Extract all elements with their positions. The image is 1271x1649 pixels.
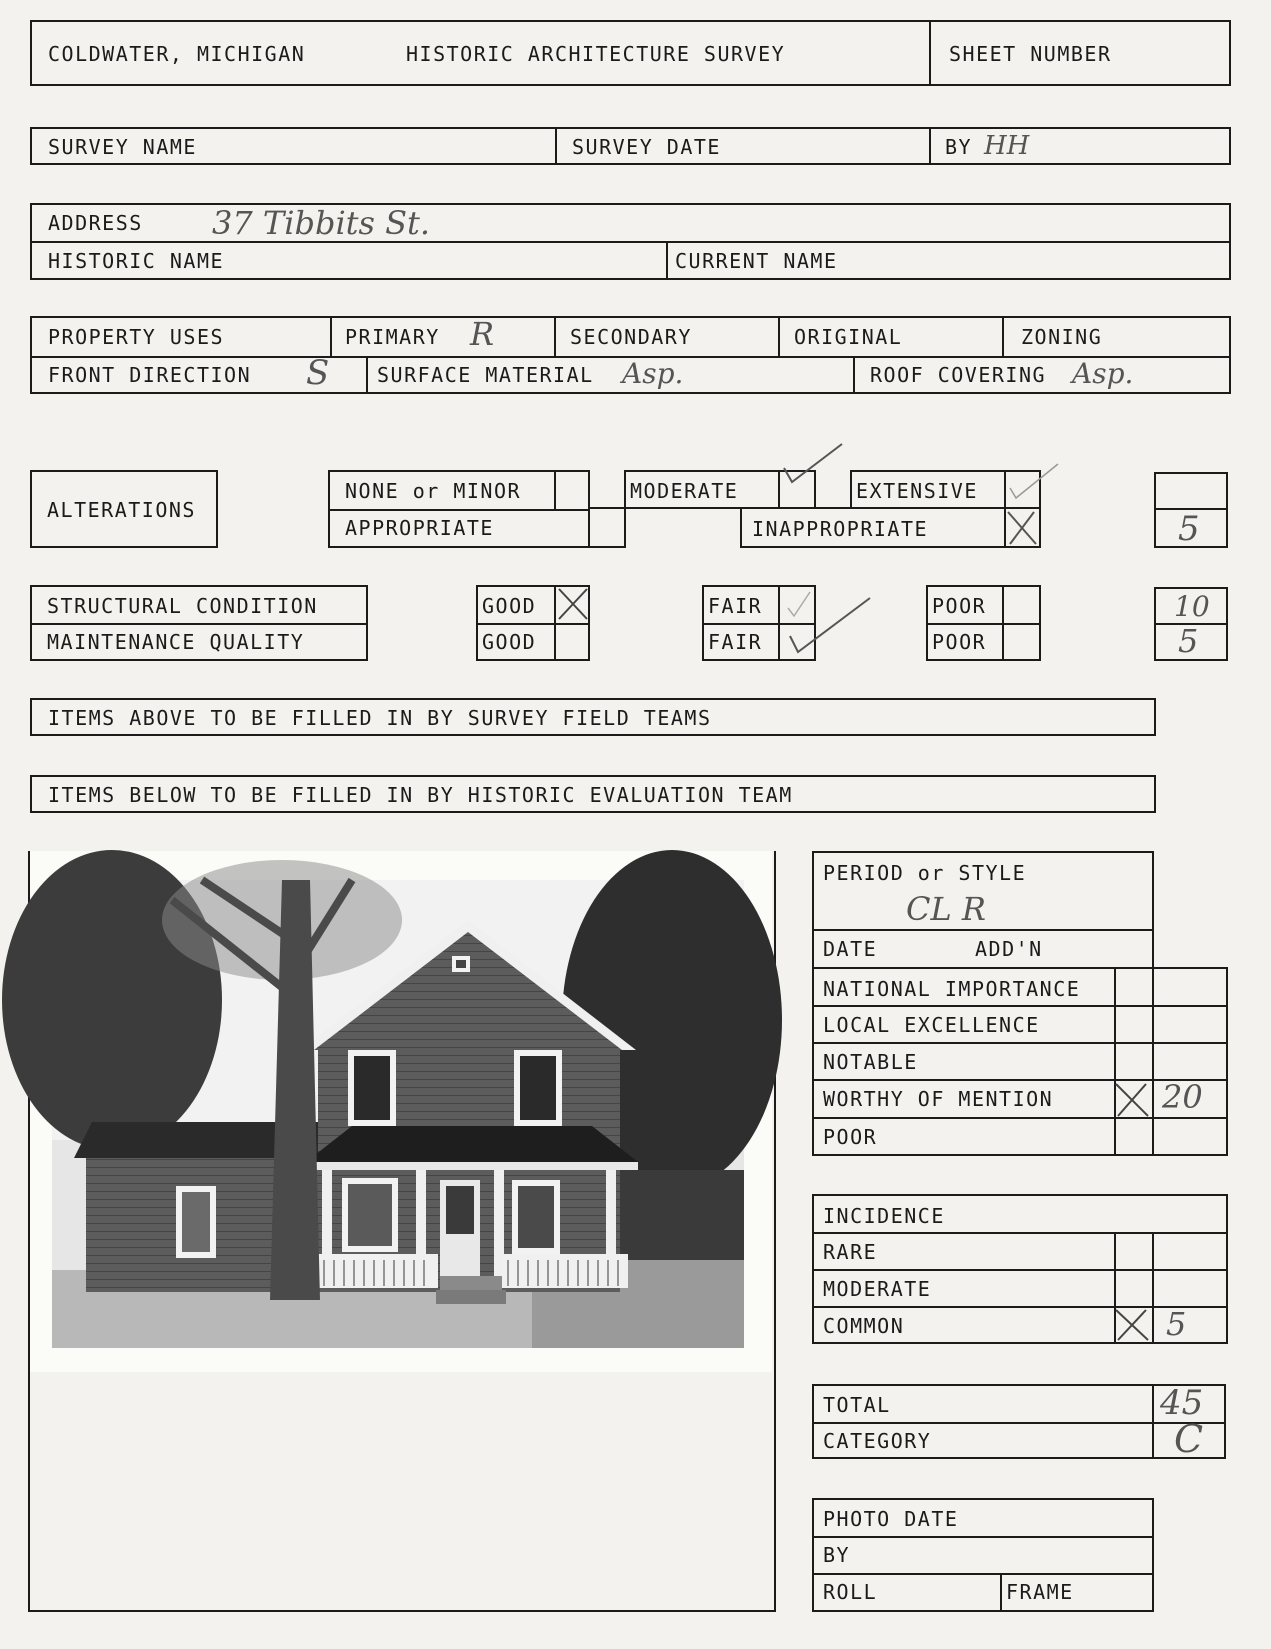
alterations-inappropriate-box — [740, 507, 1041, 548]
extensive-check-icon — [1004, 458, 1064, 508]
maintenance-poor: POOR — [932, 630, 987, 654]
surface-material-value: Asp. — [622, 357, 684, 390]
incidence-box — [812, 1194, 1228, 1344]
roof-covering-label: ROOF COVERING — [870, 363, 1047, 387]
structural-score: 10 — [1174, 590, 1210, 623]
maintenance-good: GOOD — [482, 630, 537, 654]
moderate-check-icon — [778, 440, 848, 500]
importance-box — [812, 967, 1228, 1156]
period-label: PERIOD or STYLE — [823, 861, 1027, 885]
date-label: DATE — [823, 937, 878, 961]
structural-good-x-icon — [555, 585, 591, 623]
total-label: TOTAL — [823, 1393, 891, 1417]
secondary-label: SECONDARY — [570, 325, 692, 349]
photo-by-label: BY — [823, 1543, 851, 1567]
incidence-common: COMMON — [823, 1314, 905, 1338]
original-label: ORIGINAL — [794, 325, 903, 349]
worthy-score: 20 — [1162, 1078, 1203, 1116]
property-block — [30, 316, 1231, 394]
header-box — [30, 20, 1231, 86]
alterations-score: 5 — [1178, 509, 1200, 549]
note-above-box — [30, 698, 1156, 736]
condition-score-box — [1154, 587, 1228, 661]
primary-value: R — [470, 315, 495, 353]
category-label: CATEGORY — [823, 1429, 932, 1453]
alterations-appropriate: APPROPRIATE — [345, 516, 494, 540]
worthy-x-icon — [1112, 1080, 1152, 1120]
maintenance-fair-check-icon — [784, 594, 874, 658]
note-below: ITEMS BELOW TO BE FILLED IN BY HISTORIC EVALUATION TEAM — [48, 783, 793, 807]
maintenance-label: MAINTENANCE QUALITY — [47, 630, 305, 654]
incidence-rare: RARE — [823, 1240, 878, 1264]
inappropriate-x-icon — [1004, 508, 1040, 548]
primary-label: PRIMARY — [345, 325, 440, 349]
sheet-number-label: SHEET NUMBER — [949, 42, 1112, 66]
property-uses-label: PROPERTY USES — [48, 325, 225, 349]
alterations-extensive: EXTENSIVE — [856, 479, 978, 503]
header-title: HISTORIC ARCHITECTURE SURVEY — [406, 42, 786, 66]
photo-date-label: PHOTO DATE — [823, 1507, 959, 1531]
period-box — [812, 851, 1154, 969]
worthy-of-mention: WORTHY OF MENTION — [823, 1087, 1054, 1111]
common-score: 5 — [1166, 1305, 1187, 1343]
evaluation-poor: POOR — [823, 1125, 878, 1149]
survey-row — [30, 127, 1231, 165]
header-city: COLDWATER, MICHIGAN — [48, 42, 306, 66]
roll-label: ROLL — [823, 1580, 878, 1604]
structural-fair: FAIR — [708, 594, 763, 618]
notable: NOTABLE — [823, 1050, 918, 1074]
historic-name-label: HISTORIC NAME — [48, 249, 225, 273]
alterations-appropriate-check — [588, 507, 626, 548]
category-value: C — [1174, 1417, 1204, 1461]
maintenance-fair: FAIR — [708, 630, 763, 654]
poor-box — [926, 585, 1041, 661]
survey-by-label: BY — [945, 135, 973, 159]
note-above: ITEMS ABOVE TO BE FILLED IN BY SURVEY FIELD TEAMS — [48, 706, 712, 730]
alterations-score-box — [1154, 472, 1228, 548]
address-block — [30, 203, 1231, 280]
condition-label-box — [30, 585, 368, 661]
front-direction-label: FRONT DIRECTION — [48, 363, 252, 387]
zoning-label: ZONING — [1021, 325, 1103, 349]
survey-by-value: HH — [984, 131, 1030, 161]
surface-material-label: SURFACE MATERIAL — [377, 363, 594, 387]
house-photo — [52, 880, 744, 1348]
totals-box — [812, 1384, 1226, 1459]
structural-good: GOOD — [482, 594, 537, 618]
local-excellence: LOCAL EXCELLENCE — [823, 1013, 1040, 1037]
structural-poor: POOR — [932, 594, 987, 618]
structural-label: STRUCTURAL CONDITION — [47, 594, 318, 618]
alterations-none-box — [328, 470, 590, 548]
maintenance-score: 5 — [1178, 622, 1199, 660]
address-label: ADDRESS — [48, 211, 143, 235]
national-importance: NATIONAL IMPORTANCE — [823, 977, 1081, 1001]
total-value: 45 — [1160, 1383, 1204, 1423]
common-x-icon — [1112, 1306, 1152, 1344]
incidence-label: INCIDENCE — [823, 1204, 945, 1228]
survey-date-label: SURVEY DATE — [572, 135, 721, 159]
alterations-moderate: MODERATE — [630, 479, 739, 503]
addn-label: ADD'N — [975, 937, 1043, 961]
roof-covering-value: Asp. — [1072, 357, 1134, 390]
alterations-label-box — [30, 470, 218, 548]
alterations-none-minor: NONE or MINOR — [345, 479, 522, 503]
period-value: CL R — [906, 890, 986, 928]
current-name-label: CURRENT NAME — [675, 249, 838, 273]
survey-name-label: SURVEY NAME — [48, 135, 197, 159]
photo-info-box — [812, 1498, 1154, 1612]
address-value: 37 Tibbits St. — [212, 204, 431, 242]
incidence-moderate: MODERATE — [823, 1277, 932, 1301]
frame-label: FRAME — [1006, 1580, 1074, 1604]
alterations-inappropriate: INAPPROPRIATE — [752, 517, 929, 541]
front-direction-value: S — [306, 353, 330, 393]
alterations-label: ALTERATIONS — [47, 498, 196, 522]
note-below-box — [30, 775, 1156, 813]
